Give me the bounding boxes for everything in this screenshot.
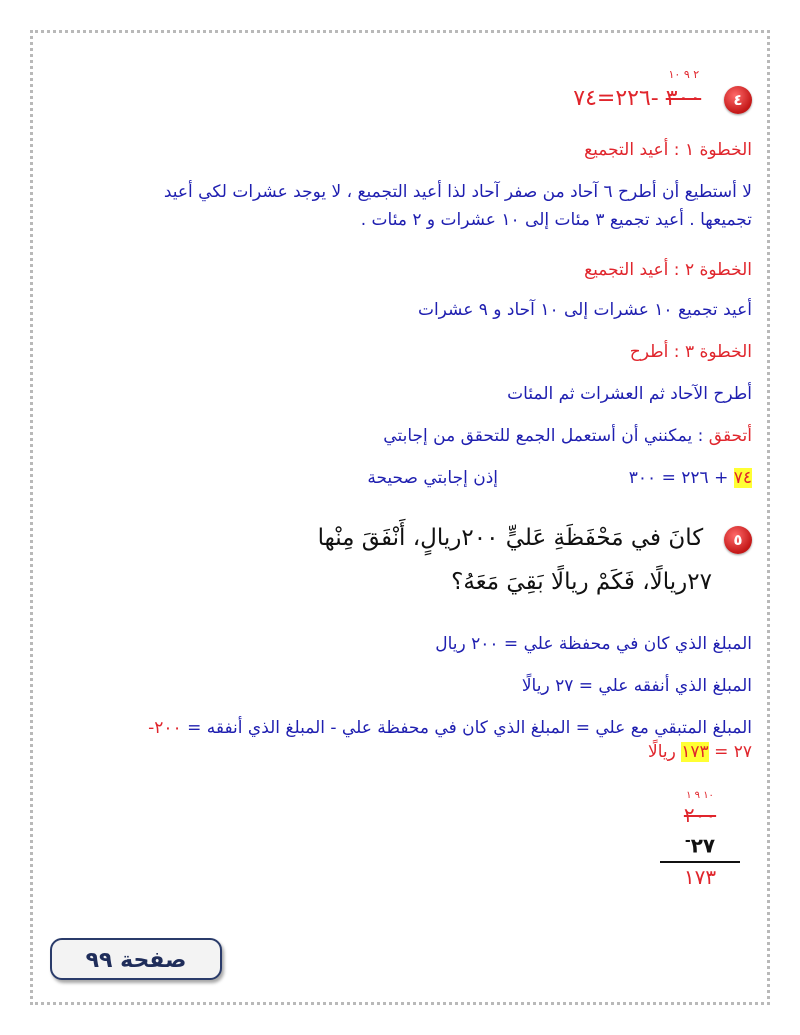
- q5-text-line2: ٢٧ريالًا، فَكَمْ ريالًا بَقِيَ مَعَهُ؟: [451, 569, 712, 595]
- check-equation: + ٢٢٦ = ٣٠٠: [628, 468, 729, 488]
- q4-regroup-marks: ٢ ٩ ١٠: [668, 68, 700, 81]
- step3-title: الخطوة ٣ : أطرح: [629, 342, 752, 362]
- column-result: ١٧٣: [683, 864, 717, 889]
- solution-result-highlight: ١٧٣: [681, 742, 709, 762]
- column-top-number: [660, 802, 740, 828]
- step1-body-line1: لا أستطيع أن أطرح ٦ آحاد من صفر آحاد لذا أعيد التجميع ، لا يوجد عشرات لكي أعيد: [163, 182, 752, 202]
- solution-line3a-text: المبلغ المتبقي مع علي = المبلغ الذي كان في محفظة علي - المبلغ الذي أنفقه =: [181, 718, 752, 738]
- step1-title: الخطوة ١ : أعيد التجميع: [584, 140, 752, 160]
- q4-equation: [573, 68, 702, 111]
- check-answer-highlight: ٧٤: [733, 468, 752, 488]
- column-subtrahend: ٢٧: [690, 833, 716, 858]
- step1-body-line2: تجميعها . أعيد تجميع ٣ مئات إلى ١٠ عشرات و ٢ مئات .: [360, 210, 752, 230]
- column-rule: [660, 861, 740, 863]
- q4-equation-rest: -٢٢٦=٧٤: [573, 86, 659, 111]
- column-subtrahend-row: [660, 828, 740, 859]
- check-verdict: إذن إجابتي صحيحة: [367, 468, 498, 488]
- q4-number-badge: ٤: [724, 86, 752, 114]
- q4-header: [573, 68, 752, 114]
- q5-line1-row: [318, 518, 752, 558]
- column-calculation: [660, 790, 740, 889]
- column-minus-sign: -: [684, 833, 691, 849]
- column-top-crossed: ٢٠٠: [683, 803, 717, 827]
- step2-title: الخطوة ٢ : أعيد التجميع: [584, 260, 752, 280]
- q4-crossed-number: ٣٠٠: [665, 86, 702, 111]
- check-line: [383, 426, 752, 446]
- solution-line3b-pre: ٢٧ =: [708, 742, 752, 762]
- check-equation-row: [367, 468, 752, 488]
- check-label: أتحقق: [708, 426, 752, 446]
- solution-line3a: [148, 718, 752, 738]
- solution-line2: المبلغ الذي أنفقه علي = ٢٧ ريالًا: [521, 676, 752, 696]
- solution-line3a-red: ٢٠٠-: [148, 718, 182, 738]
- solution-line1: المبلغ الذي كان في محفظة علي = ٢٠٠ ريال: [435, 634, 752, 654]
- solution-line3b: [648, 742, 752, 762]
- q5-line2-row: [451, 562, 712, 602]
- q5-text-line1: كانَ في مَحْفَظَةِ عَليٍّ ٢٠٠ريالٍ، أَنْفَقَ مِنْها: [317, 525, 704, 551]
- column-regroup-marks: ١٠ ٩ ١: [686, 790, 714, 801]
- step2-body: أعيد تجميع ١٠ عشرات إلى ١٠ آحاد و ٩ عشرات: [417, 300, 752, 320]
- solution-line3b-post: ريالًا: [648, 742, 682, 762]
- step3-body: أطرح الآحاد ثم العشرات ثم المئات: [507, 384, 752, 404]
- page-number-badge: صفحة ٩٩: [50, 938, 222, 980]
- q5-number-badge: ٥: [724, 526, 752, 554]
- check-text: : يمكنني أن أستعمل الجمع للتحقق من إجابتي: [383, 426, 709, 446]
